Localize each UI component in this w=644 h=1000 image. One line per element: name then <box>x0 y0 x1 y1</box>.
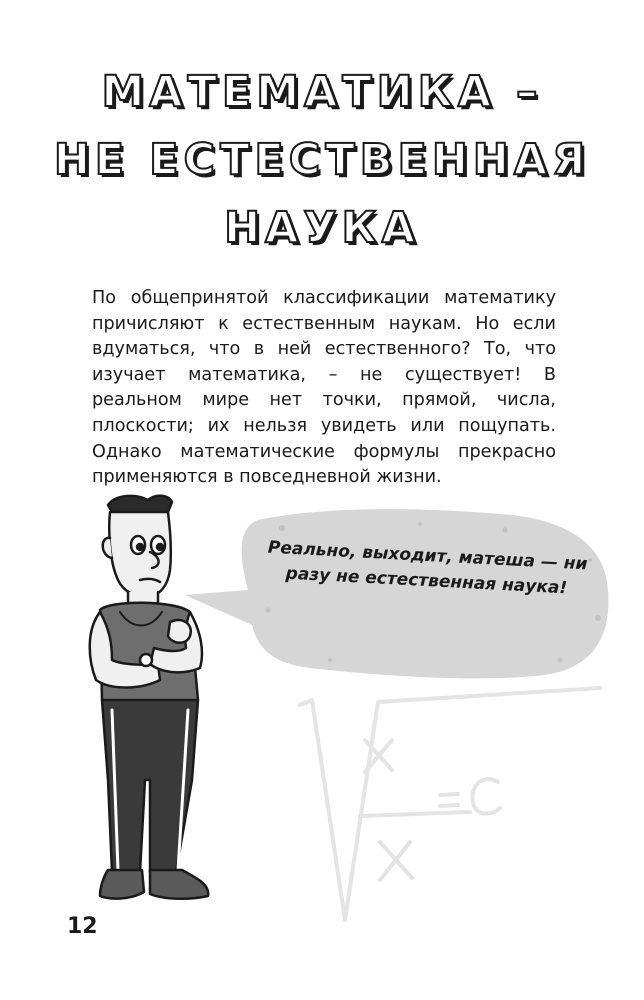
chapter-title-line-2: НЕ ЕСТЕСТВЕННАЯ <box>53 135 591 185</box>
page-number: 12 <box>67 914 98 939</box>
square-root-formula-drawing <box>300 688 600 920</box>
chapter-title-line-3: НАУКА <box>224 203 420 253</box>
body-paragraph: По общепринятой классификации математику причисляют к естественным наукам. Но если вдуматься, что в ней естественного? То, что изучает математика, – не существует! В реальном мире нет точки, прямой, числа, плоскости; их нельзя увидеть или пощупать. Однако математические формулы прекрасно применяются в повседневной жизни. <box>92 288 556 488</box>
character-illustration <box>90 496 208 899</box>
speech-bubble-text: Реально, выходит, матеша — ни разу не естественная наука! <box>267 537 588 599</box>
chapter-title-line-1: МАТЕМАТИКА – <box>101 67 543 117</box>
